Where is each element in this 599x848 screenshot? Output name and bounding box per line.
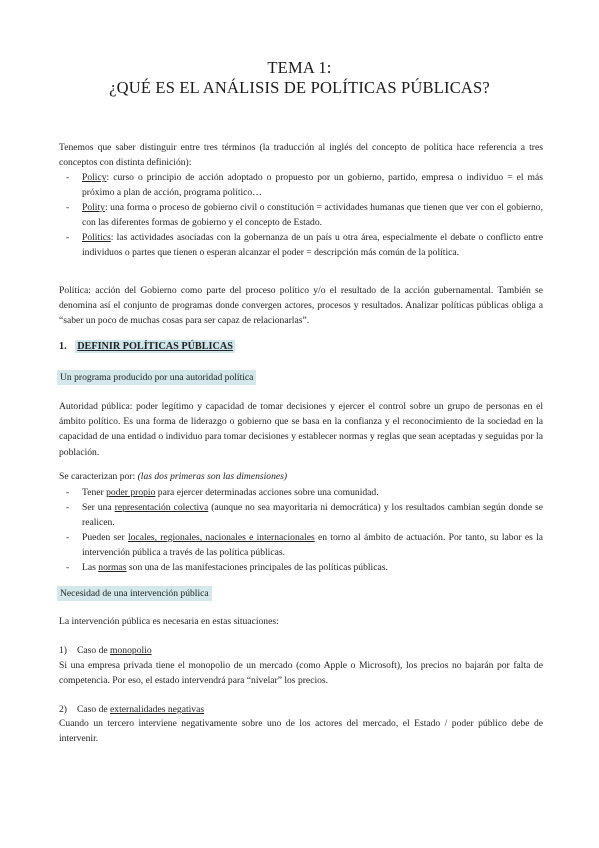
feature-dash: - <box>66 502 70 513</box>
caso-2-text: Cuando un tercero interviene negativamente sobre uno de los actores del mercado, el Estado / poder público debe de intervenir. <box>59 718 543 745</box>
term-label: Politics <box>82 232 111 243</box>
caso-number: 2) <box>59 704 67 715</box>
term-dash: - <box>66 172 70 183</box>
section-number: 1. <box>59 341 67 352</box>
feature-dash: - <box>66 562 70 573</box>
title-line-1: TEMA 1: <box>267 58 332 77</box>
term-dash: - <box>66 232 70 243</box>
autoridad-paragraph: Autoridad pública: poder legítimo y capacidad de tomar decisiones y ejercer el control sobre un grupo de personas en el ámbito político. Es una forma de liderazgo o gobierno que se basa en la confianza y el reconocimiento de la sociedad en la capacidad de una entidad o individuo para tomar decisiones y establecer normas y reglas que sean aceptadas y seguidas por la población. <box>59 401 543 458</box>
caso-term: monopolio <box>110 645 152 656</box>
term-label: Polity <box>82 202 105 213</box>
caracterizan-lead: Se caracterizan por: <box>59 471 138 482</box>
term-label: Policy <box>82 172 107 183</box>
feature-underlined: representación colectiva <box>114 502 209 513</box>
caso-term: externalidades negativas <box>110 704 205 715</box>
caracterizan-note: (las dos primeras son las dimensiones) <box>137 471 288 482</box>
term-definition: : curso o principio de acción adoptado o propuesto por un gobierno, partido, empresa o individuo = el más próximo a plan de acción, programa político… <box>82 172 543 199</box>
title-line-2: ¿QUÉ ES EL ANÁLISIS DE POLÍTICAS PÚBLICAS? <box>109 78 490 97</box>
caso-number: 1) <box>59 645 67 656</box>
feature-post: para ejercer determinadas acciones sobre una comunidad. <box>155 487 379 498</box>
feature-item <box>82 485 543 500</box>
caso-pre: Caso de <box>77 704 111 715</box>
feature-post: son una de las manifestaciones principales de las políticas públicas. <box>126 562 388 573</box>
subheading-programa: Un programa producido por una autoridad política <box>57 370 256 385</box>
term-definition: : las actividades asociadas con la gobernanza de un país u otra área, especialmente el debate o conflicto entre individuos o partes que tienen o esperan alcanzar el poder = descripción más común de la política. <box>82 232 543 259</box>
feature-pre: Pueden ser <box>82 532 128 543</box>
term-politics <box>82 230 543 260</box>
caso-1-heading <box>59 643 543 658</box>
caso-2-heading <box>59 702 543 717</box>
feature-pre: Las <box>82 562 99 573</box>
intro-paragraph: Tenemos que saber distinguir entre tres términos (la traducción al inglés del concepto de política hace referencia a tres conceptos con distinta definición): <box>59 142 543 169</box>
feature-underlined: normas <box>98 562 127 573</box>
feature-pre: Tener <box>82 487 107 498</box>
feature-item <box>82 560 543 575</box>
feature-pre: Ser una <box>82 502 115 513</box>
feature-underlined: locales, regionales, nacionales e internacionales <box>127 532 315 543</box>
feature-post: (aunque no sea mayoritaria ni democrática) y los resultados cambian según donde se realicen. <box>82 502 543 529</box>
caracterizan-line <box>59 469 543 484</box>
necesaria-paragraph: La intervención pública es necesaria en estas situaciones: <box>59 616 279 627</box>
subheading-necesidad: Necesidad de una intervención pública <box>57 586 212 601</box>
feature-dash: - <box>66 532 70 543</box>
section-1-heading <box>59 341 235 352</box>
term-polity <box>82 200 543 230</box>
caso-1-text: Si una empresa privada tiene el monopolio de un mercado (como Apple o Microsoft), los precios no bajarán por falta de competencia. Por eso, el estado intervendrá para “nivelar” los precios. <box>59 660 543 687</box>
feature-post: en torno al ámbito de actuación. Por tanto, su labor es la intervención pública a través de las política públicas. <box>82 532 544 559</box>
feature-item <box>82 500 543 530</box>
section-title: DEFINIR POLÍTICAS PÚBLICAS <box>77 341 233 352</box>
feature-dash: - <box>66 487 70 498</box>
feature-item <box>82 530 543 560</box>
term-definition: : una forma o proceso de gobierno civil o constitución = actividades humanas que tienen que ver con el gobierno, con las diferentes formas de gobierno y el concepto de Estado. <box>82 202 543 229</box>
term-policy <box>82 170 543 200</box>
term-dash: - <box>66 202 70 213</box>
caso-pre: Caso de <box>77 645 111 656</box>
politica-definition: Política: acción del Gobierno como parte del proceso político y/o el resultado de la acción gubernamental. También se denomina así el conjunto de programas donde convergen actores, procesos y resultados. Analizar políticas públicas obliga a “saber un poco de muchas cosas para ser capaz de relacionarlas”. <box>59 285 543 327</box>
feature-underlined: poder propio <box>106 487 156 498</box>
